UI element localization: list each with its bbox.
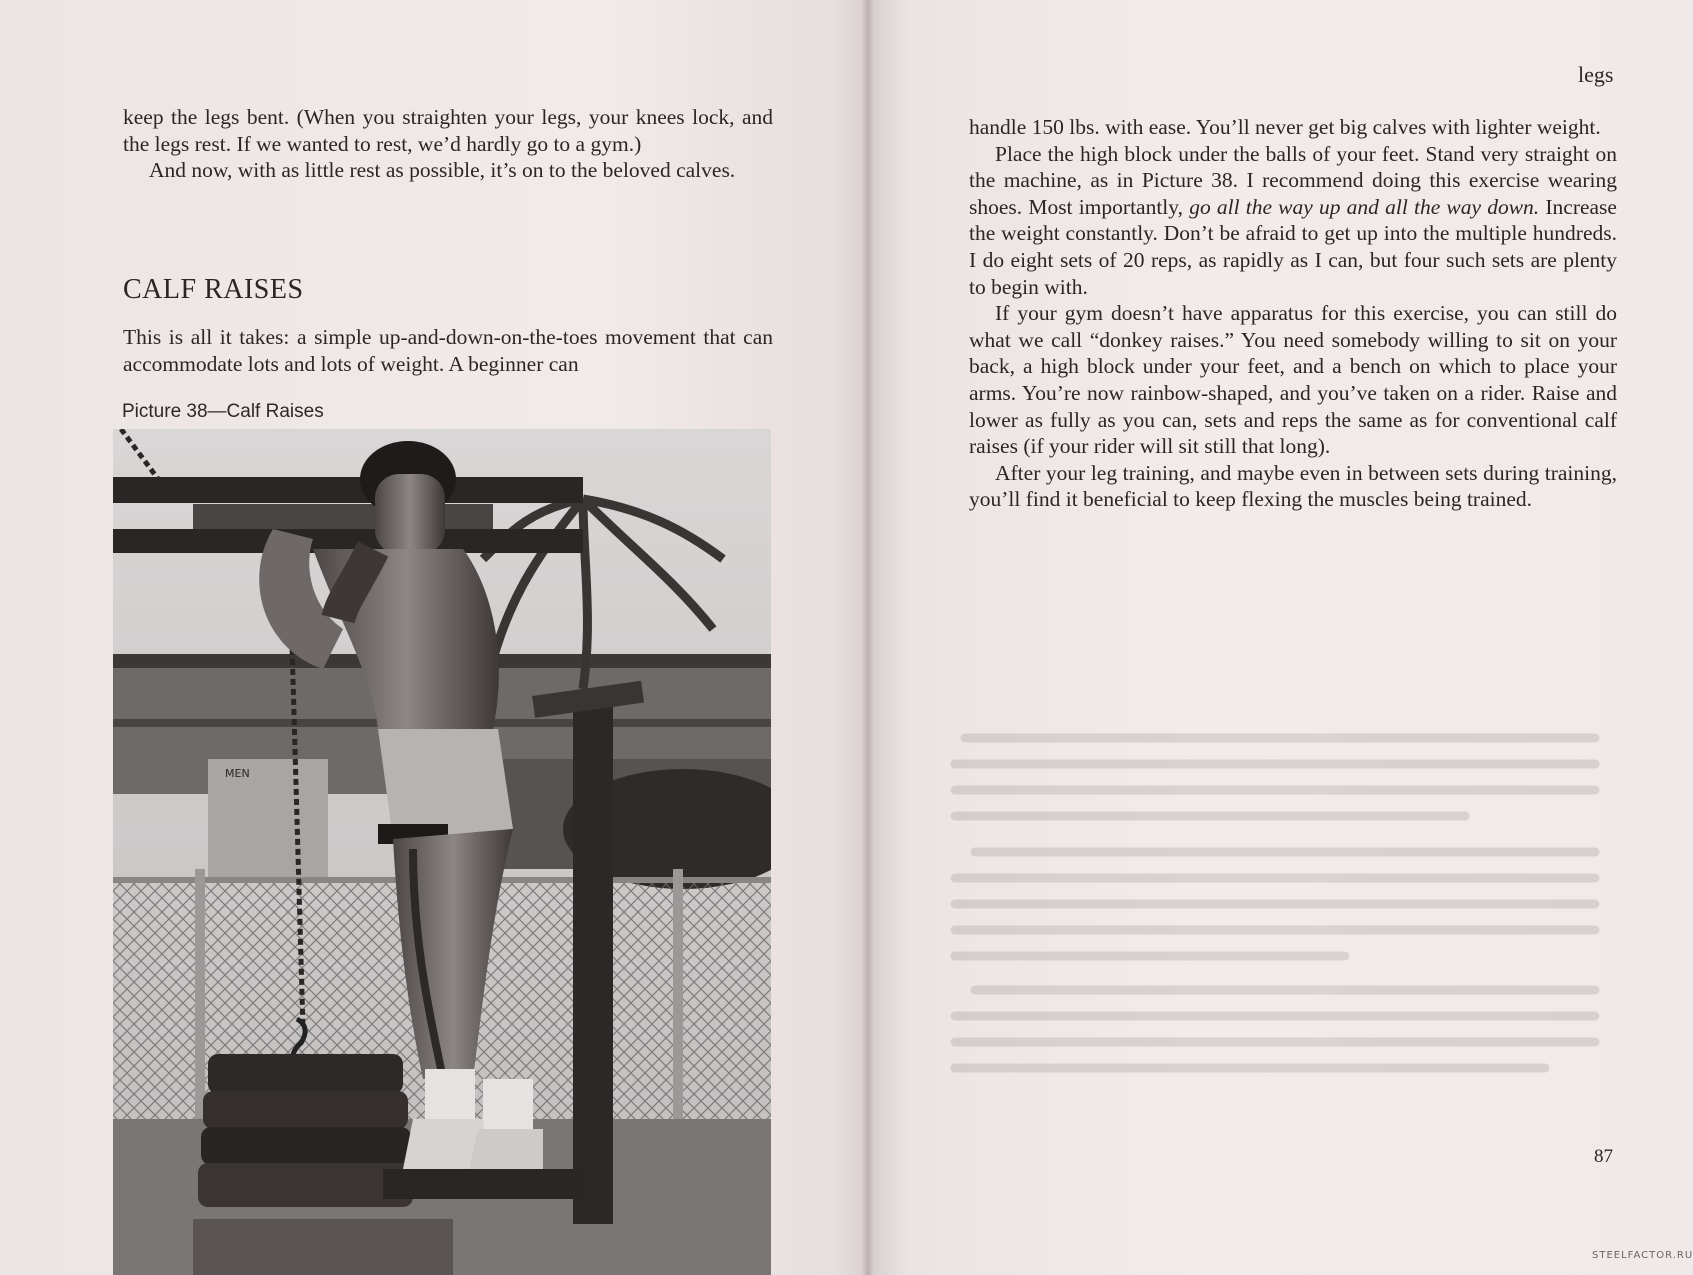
figure-caption: Picture 38—Calf Raises: [122, 401, 324, 422]
paragraph-2-text-end: Increase the weight constantly. Don’t be afraid to get up into the multiple hundreds. I do eight sets of 20 reps, as rapidly as I can, but four such sets are plenty to begin with.: [969, 194, 1617, 299]
paragraph-2-emphasis: go all the way up and all the way down.: [1189, 194, 1540, 219]
intro-paragraph-1: keep the legs bent. (When you straighten your legs, your knees lock, and the legs rest. If we wanted to rest, we’d hardly go to a gym.): [123, 105, 773, 156]
right-paragraph-1: handle 150 lbs. with ease. You’ll never get big calves with lighter weight.: [969, 115, 1601, 139]
right-paragraph-2: [969, 141, 1617, 301]
right-paragraph-4: After your leg training, and maybe even in between sets during training, you’ll find it beneficial to keep flexing the muscles being trained.: [969, 460, 1617, 512]
calf-raise-photo: [113, 429, 771, 1275]
left-intro-text: [123, 104, 773, 184]
watermark: STEELFACTOR.RU: [1592, 1250, 1693, 1261]
intro-paragraph-2: And now, with as little rest as possible, it’s on to the beloved calves.: [149, 158, 736, 183]
men-sign: MEN: [225, 767, 250, 780]
show-through-text: [945, 728, 1615, 1108]
running-head: legs: [1578, 62, 1614, 87]
book-gutter: [862, 0, 874, 1275]
page-number: 87: [1594, 1146, 1613, 1167]
section-text: [123, 324, 773, 377]
paragraph-2-text: Place the high block under the balls of your feet. Stand very straight on the machine, as in Picture 38. I recommend doing this exercise wearing shoes. Most importantly,: [969, 141, 1617, 219]
right-paragraph-3: If your gym doesn’t have apparatus for this exercise, you can still do what we call “donkey raises.” You need somebody willing to sit on your back, a high block under your feet, and a bench on which to place your arms. You’re now rainbow-shaped, and you’ve taken on a rider. Raise and lower as fully as you can, sets and reps the same as for conventional calf raises (if your rider will sit still that long).: [969, 301, 1617, 459]
section-paragraph: This is all it takes: a simple up-and-down-on-the-toes movement that can accommodate lots and lots of weight. A beginner can: [123, 325, 773, 376]
right-text: [969, 114, 1617, 513]
section-heading: CALF RAISES: [123, 274, 304, 305]
